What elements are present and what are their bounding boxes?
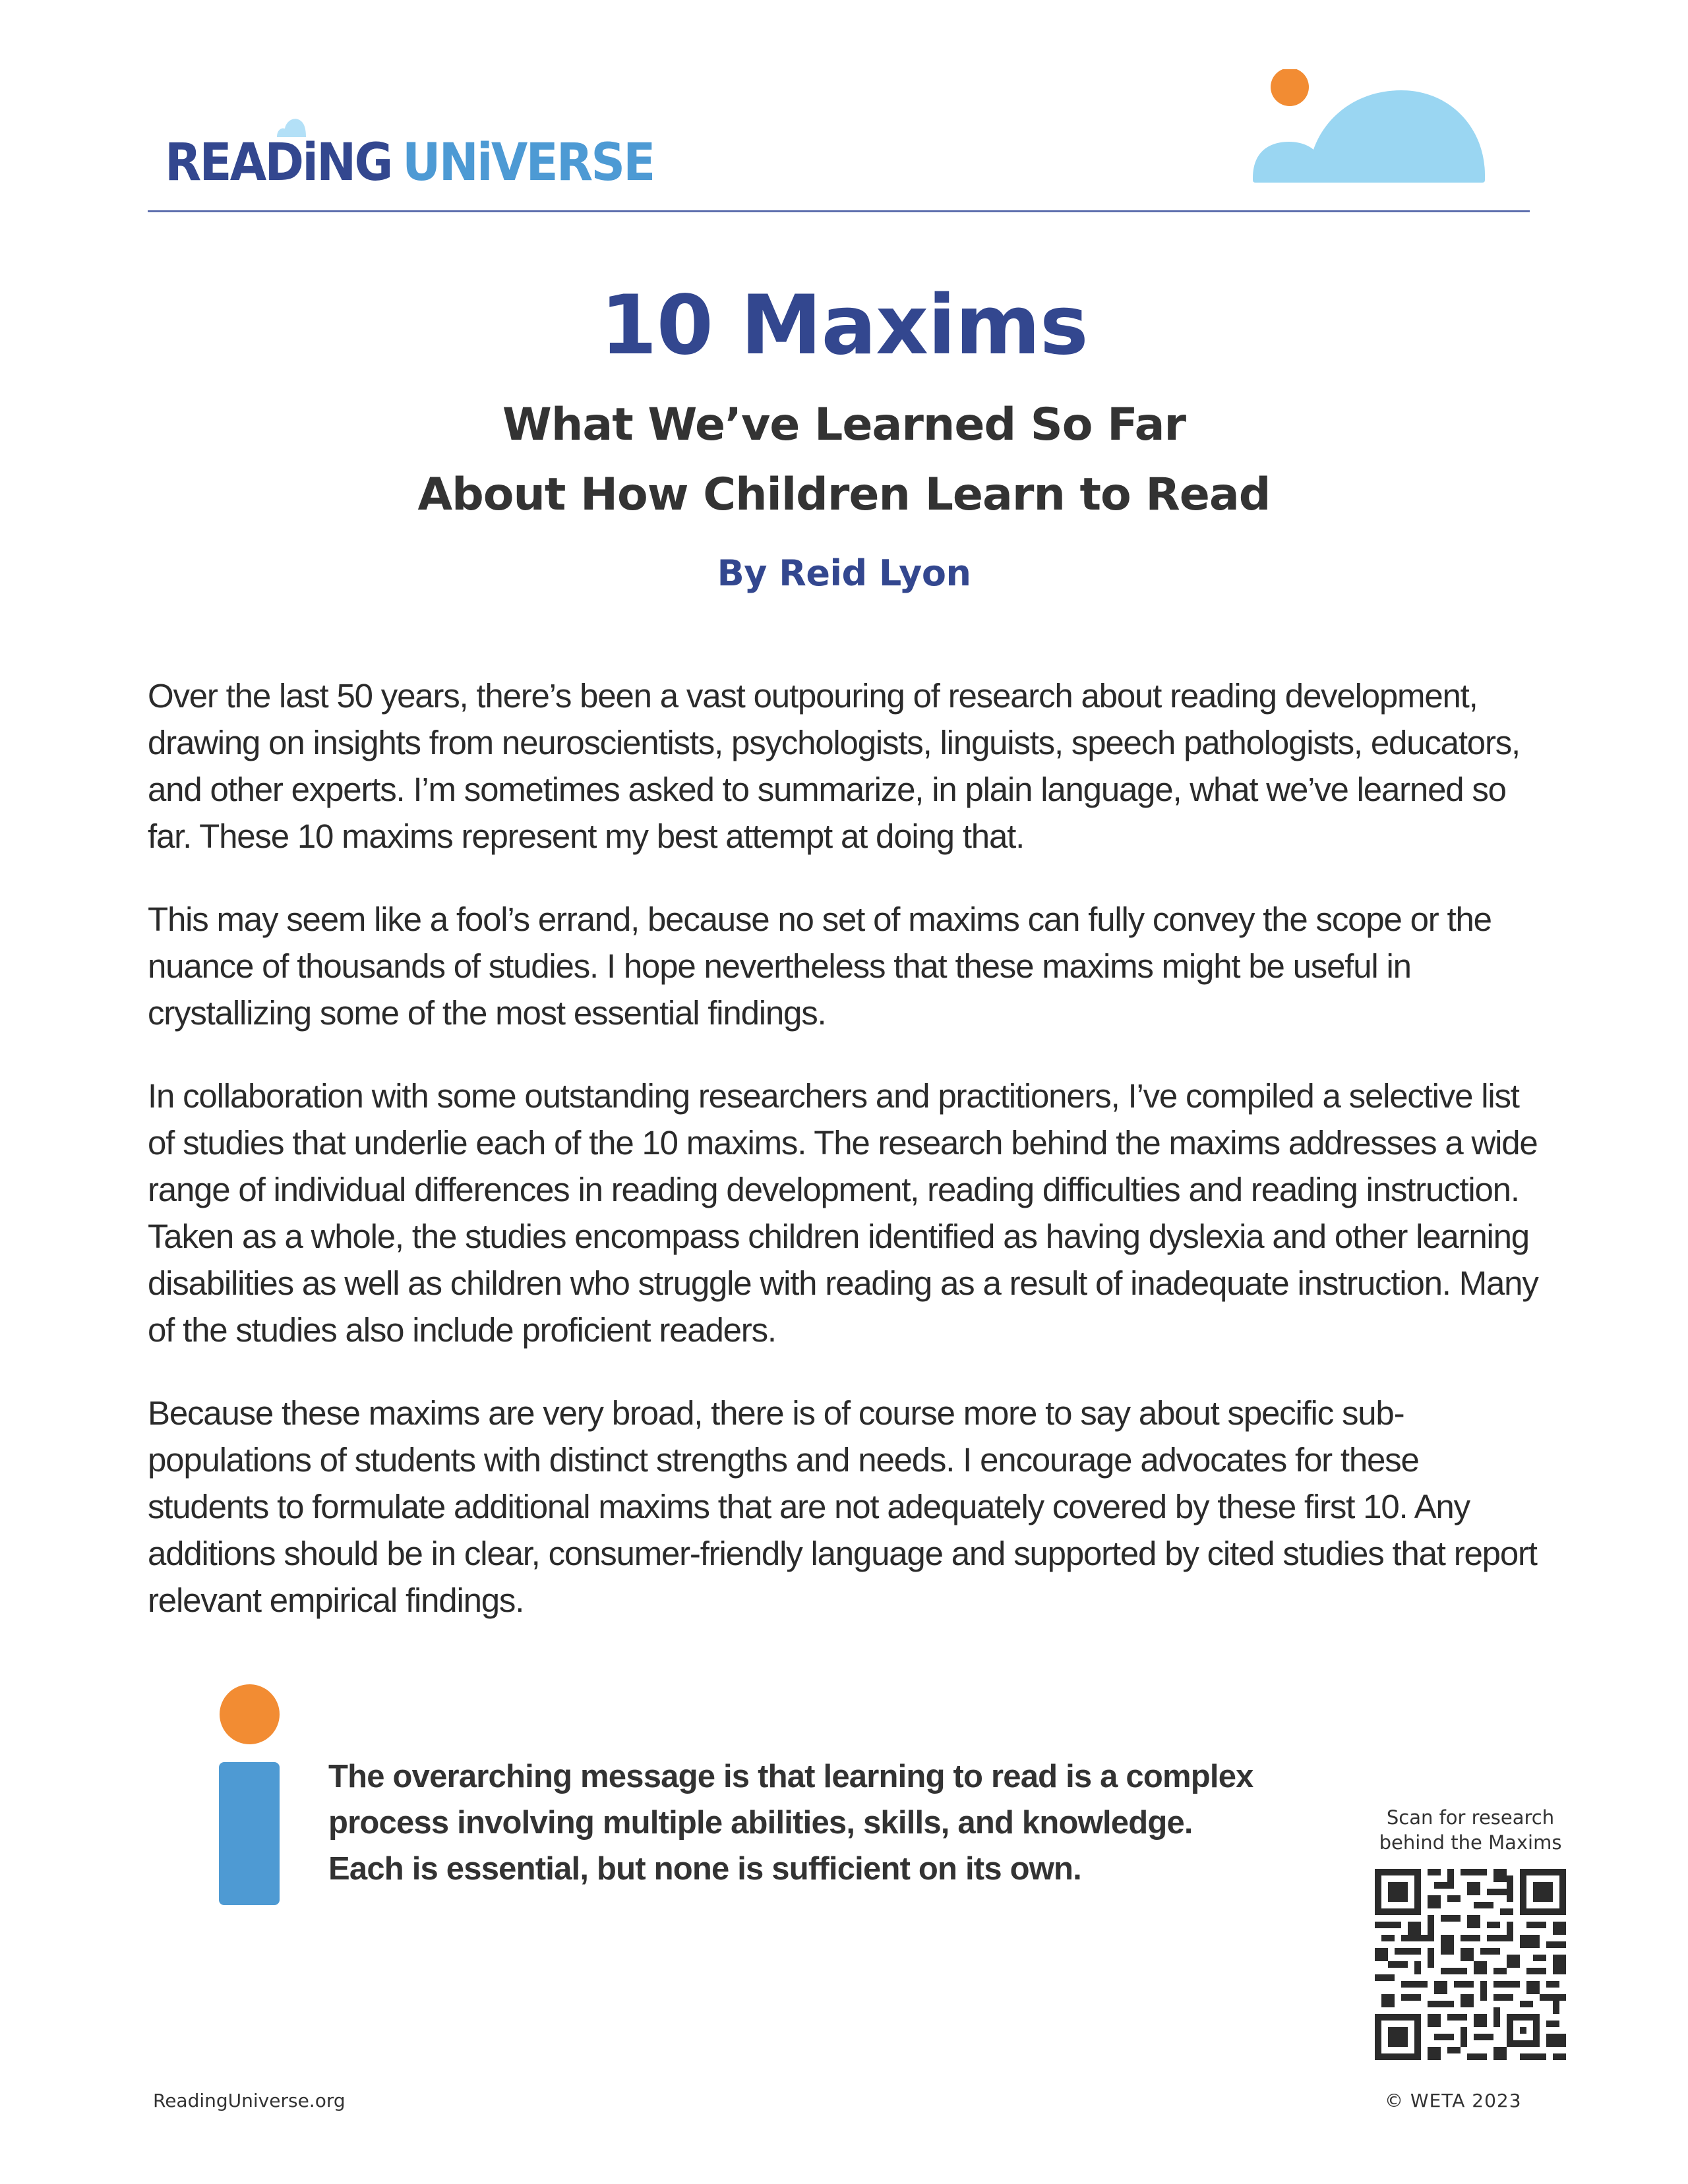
callout-line-1: The overarching message is that learning to read is a complex	[328, 1759, 1253, 1794]
callout-line-2: process involving multiple abilities, skills, and knowledge.	[328, 1805, 1193, 1841]
reading-universe-logo	[165, 117, 654, 192]
body-paragraph: Over the last 50 years, there’s been a vast outpouring of research about reading development, drawing on insights from neuroscientists, psychologists, linguists, speech pathologists, educators, and other experts. I’m sometimes asked to summarize, in plain language, what we’ve learned so far. These 10 maxims represent my best attempt at doing that.	[148, 677, 1520, 855]
body-paragraph: In collaboration with some outstanding researchers and practitioners, I’ve compiled a selective list of studies that underlie each of the 10 maxims. The research behind the maxims addresses a wide range of individual differences in reading development, reading difficulties and reading instruction. Taken as a whole, the studies encompass children identified as having dyslexia and other learning disabilities as well as children who struggle with reading as a result of inadequate instruction. Many of the studies also include proficient readers.	[148, 1077, 1538, 1349]
qr-caption	[1345, 1805, 1596, 1855]
info-icon-bar	[219, 1762, 280, 1905]
callout-line-3: Each is essential, but none is sufficient on its own.	[328, 1851, 1081, 1887]
key-message-callout	[328, 1754, 1331, 1892]
qr-code-icon[interactable]	[1375, 1869, 1566, 2060]
footer-website-link[interactable]: ReadingUniverse.org	[153, 2090, 346, 2111]
intro-body	[148, 672, 1546, 1660]
qr-caption-line-2: behind the Maxims	[1379, 1831, 1562, 1854]
page-title: 10 Maxims	[600, 278, 1088, 373]
body-paragraph: This may seem like a fool’s errand, because no set of maxims can fully convey the scope or the nuance of thousands of studies. I hope nevertheless that these maxims might be useful in crystallizing some of the most essential findings.	[148, 900, 1492, 1032]
info-icon-dot	[220, 1684, 280, 1744]
footer-copyright: © WETA 2023	[1385, 2090, 1522, 2111]
logo-word-reading: READiNG	[165, 133, 392, 192]
subtitle-line-1: What We’ve Learned So Far	[502, 399, 1186, 451]
header-divider	[148, 210, 1530, 212]
subtitle-line-2: About How Children Learn to Read	[417, 469, 1271, 521]
sun-and-cloud-icon	[1253, 69, 1497, 185]
logo-word-universe: UNiVERSE	[402, 133, 654, 192]
body-paragraph: Because these maxims are very broad, there is of course more to say about specific sub-populations of students with distinct strengths and needs. I encourage advocates for these students to formulate additional maxims that are not adequately covered by these first 10. Any additions should be in clear, consumer-friendly language and supported by cited studies that report relevant empirical findings.	[148, 1394, 1537, 1619]
qr-caption-line-1: Scan for research	[1386, 1806, 1555, 1829]
page-subtitle	[0, 390, 1688, 530]
author-byline: By Reid Lyon	[717, 552, 971, 594]
